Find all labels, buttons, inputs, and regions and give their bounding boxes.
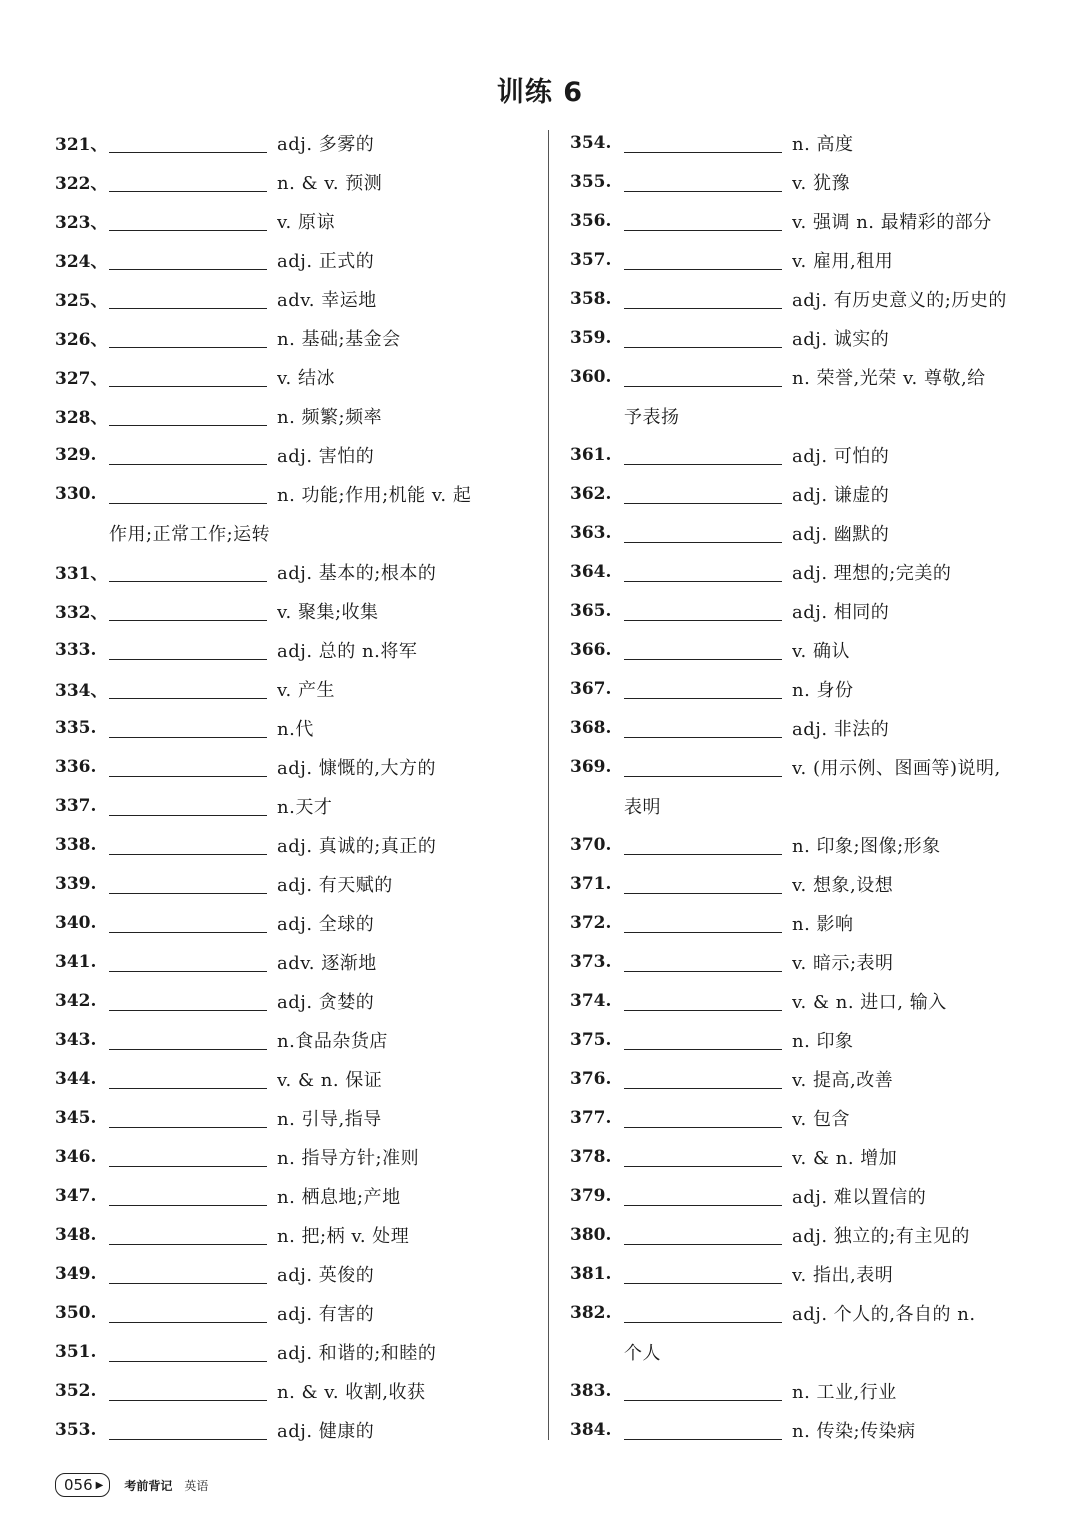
answer-blank[interactable] bbox=[624, 1380, 782, 1401]
answer-blank[interactable] bbox=[109, 1224, 267, 1245]
answer-blank[interactable] bbox=[109, 834, 267, 855]
item-number: 359. bbox=[570, 327, 612, 348]
vocab-row bbox=[570, 942, 1050, 981]
definition: adj. 贪婪的 bbox=[277, 991, 375, 1013]
definition: n. 把;柄 v. 处理 bbox=[277, 1225, 410, 1247]
definition: adv. 逐渐地 bbox=[277, 952, 377, 974]
definition: adj. 健康的 bbox=[277, 1420, 375, 1442]
item-number: 372. bbox=[570, 912, 612, 933]
answer-blank[interactable] bbox=[109, 171, 267, 192]
definition: v. 结冰 bbox=[277, 367, 335, 389]
vocab-row bbox=[570, 513, 1050, 552]
triangle-right-icon: ▶ bbox=[95, 1479, 104, 1491]
definition-continuation: 个人 bbox=[624, 1342, 661, 1364]
definition: adj. 有害的 bbox=[277, 1303, 375, 1325]
vocab-row bbox=[570, 903, 1050, 942]
item-number: 329. bbox=[55, 444, 97, 465]
item-number: 358. bbox=[570, 288, 612, 309]
item-number: 354. bbox=[570, 132, 612, 153]
page-number: 056 bbox=[64, 1476, 93, 1494]
answer-blank[interactable] bbox=[624, 990, 782, 1011]
answer-blank[interactable] bbox=[624, 912, 782, 933]
answer-blank[interactable] bbox=[109, 678, 267, 699]
definition: adj. 全球的 bbox=[277, 913, 375, 935]
vocab-row bbox=[570, 318, 1050, 357]
item-number: 379. bbox=[570, 1185, 612, 1206]
answer-blank[interactable] bbox=[109, 600, 267, 621]
vocab-row bbox=[55, 201, 535, 240]
definition: v. 提高,改善 bbox=[792, 1069, 894, 1091]
definition: v. 想象,设想 bbox=[792, 874, 894, 896]
definition: v. & n. 保证 bbox=[277, 1069, 383, 1091]
answer-blank[interactable] bbox=[109, 561, 267, 582]
definition: v. 暗示;表明 bbox=[792, 952, 894, 974]
vocab-row bbox=[55, 1293, 535, 1332]
item-number: 357. bbox=[570, 249, 612, 270]
definition: adj. 基本的;根本的 bbox=[277, 562, 437, 584]
answer-blank[interactable] bbox=[624, 171, 782, 192]
item-number: 335. bbox=[55, 717, 97, 738]
page-footer bbox=[55, 1473, 208, 1497]
vocab-row bbox=[55, 240, 535, 279]
vocab-row bbox=[55, 318, 535, 357]
definition: adj. 谦虚的 bbox=[792, 484, 890, 506]
answer-blank[interactable] bbox=[109, 405, 267, 426]
answer-blank[interactable] bbox=[109, 1185, 267, 1206]
definition: adj. 正式的 bbox=[277, 250, 375, 272]
vocab-row bbox=[55, 669, 535, 708]
item-number: 347. bbox=[55, 1185, 97, 1206]
definition: n. 高度 bbox=[792, 133, 854, 155]
definition: n. 频繁;频率 bbox=[277, 406, 383, 428]
item-number: 326、 bbox=[55, 330, 108, 350]
vocab-row bbox=[55, 1254, 535, 1293]
definition: adj. 诚实的 bbox=[792, 328, 890, 350]
item-number: 351. bbox=[55, 1341, 97, 1362]
answer-blank[interactable] bbox=[109, 1263, 267, 1284]
definition: n. 基础;基金会 bbox=[277, 328, 401, 350]
vocab-row bbox=[570, 435, 1050, 474]
definition: n.天才 bbox=[277, 796, 333, 818]
vocab-row bbox=[55, 903, 535, 942]
definition: v. 包含 bbox=[792, 1108, 850, 1130]
vocab-row bbox=[570, 279, 1050, 318]
vocab-row bbox=[55, 1137, 535, 1176]
answer-blank[interactable] bbox=[109, 717, 267, 738]
answer-blank[interactable] bbox=[624, 873, 782, 894]
answer-blank[interactable] bbox=[109, 990, 267, 1011]
definition: n. 身份 bbox=[792, 679, 854, 701]
item-number: 325、 bbox=[55, 291, 108, 311]
vocab-row bbox=[570, 474, 1050, 513]
definition: n. 指导方针;准则 bbox=[277, 1147, 420, 1169]
item-number: 366. bbox=[570, 639, 612, 660]
item-number: 321、 bbox=[55, 135, 108, 155]
definition: adj. 非法的 bbox=[792, 718, 890, 740]
vocab-row bbox=[55, 942, 535, 981]
item-number: 356. bbox=[570, 210, 612, 231]
item-number: 384. bbox=[570, 1419, 612, 1440]
item-number: 346. bbox=[55, 1146, 97, 1167]
answer-blank[interactable] bbox=[624, 327, 782, 348]
book-title: 考前背记 bbox=[124, 1478, 173, 1493]
answer-blank[interactable] bbox=[624, 483, 782, 504]
vocab-row bbox=[55, 747, 535, 786]
item-number: 333. bbox=[55, 639, 97, 660]
definition: v. 产生 bbox=[277, 679, 335, 701]
vocab-row bbox=[55, 825, 535, 864]
vocab-row bbox=[55, 1176, 535, 1215]
answer-blank[interactable] bbox=[624, 1068, 782, 1089]
item-number: 332、 bbox=[55, 603, 108, 623]
answer-blank[interactable] bbox=[624, 951, 782, 972]
vocab-row bbox=[55, 1020, 535, 1059]
vocab-row bbox=[570, 1215, 1050, 1254]
definition: n. 工业,行业 bbox=[792, 1381, 897, 1403]
item-number: 342. bbox=[55, 990, 97, 1011]
item-number: 363. bbox=[570, 522, 612, 543]
answer-blank[interactable] bbox=[109, 444, 267, 465]
definition: adj. 慷慨的,大方的 bbox=[277, 757, 436, 779]
definition: v. (用示例、图画等)说明, bbox=[792, 757, 1001, 779]
definition: n. 印象;图像;形象 bbox=[792, 835, 941, 857]
vocab-row bbox=[570, 162, 1050, 201]
definition: v. & n. 增加 bbox=[792, 1147, 898, 1169]
answer-blank[interactable] bbox=[109, 1146, 267, 1167]
right-column bbox=[570, 123, 1050, 1443]
vocab-row bbox=[570, 747, 1050, 786]
item-number: 328、 bbox=[55, 408, 108, 428]
answer-blank[interactable] bbox=[624, 366, 782, 387]
vocab-row bbox=[55, 552, 535, 591]
answer-blank[interactable] bbox=[109, 951, 267, 972]
item-number: 322、 bbox=[55, 174, 108, 194]
answer-blank[interactable] bbox=[624, 639, 782, 660]
column-divider bbox=[548, 130, 549, 1440]
answer-blank[interactable] bbox=[624, 717, 782, 738]
vocab-row bbox=[570, 1254, 1050, 1293]
vocab-row bbox=[55, 1371, 535, 1410]
item-number: 353. bbox=[55, 1419, 97, 1440]
answer-blank[interactable] bbox=[109, 1419, 267, 1440]
item-number: 336. bbox=[55, 756, 97, 777]
vocab-row bbox=[570, 1176, 1050, 1215]
answer-blank[interactable] bbox=[624, 1263, 782, 1284]
item-number: 380. bbox=[570, 1224, 612, 1245]
item-number: 341. bbox=[55, 951, 97, 972]
vocab-row bbox=[570, 240, 1050, 279]
definition: v. 聚集;收集 bbox=[277, 601, 379, 623]
vocab-row bbox=[570, 201, 1050, 240]
definition: adj. 可怕的 bbox=[792, 445, 890, 467]
vocab-row bbox=[570, 669, 1050, 708]
item-number: 371. bbox=[570, 873, 612, 894]
answer-blank[interactable] bbox=[109, 210, 267, 231]
vocab-row bbox=[570, 123, 1050, 162]
item-number: 373. bbox=[570, 951, 612, 972]
vocab-row bbox=[570, 1137, 1050, 1176]
item-number: 339. bbox=[55, 873, 97, 894]
definition: n. 栖息地;产地 bbox=[277, 1186, 401, 1208]
answer-blank[interactable] bbox=[624, 249, 782, 270]
item-number: 330. bbox=[55, 483, 97, 504]
definition: adv. 幸运地 bbox=[277, 289, 377, 311]
answer-blank[interactable] bbox=[624, 1185, 782, 1206]
definition: v. 犹豫 bbox=[792, 172, 850, 194]
vocab-row bbox=[570, 552, 1050, 591]
definition: adj. 和谐的;和睦的 bbox=[277, 1342, 437, 1364]
item-number: 369. bbox=[570, 756, 612, 777]
vocab-row bbox=[55, 1098, 535, 1137]
vocab-row bbox=[55, 1215, 535, 1254]
item-number: 378. bbox=[570, 1146, 612, 1167]
definition: n. & v. 收割,收获 bbox=[277, 1381, 426, 1403]
answer-blank[interactable] bbox=[624, 600, 782, 621]
item-number: 324、 bbox=[55, 252, 108, 272]
item-number: 377. bbox=[570, 1107, 612, 1128]
answer-blank[interactable] bbox=[624, 1029, 782, 1050]
answer-blank[interactable] bbox=[109, 288, 267, 309]
answer-blank[interactable] bbox=[109, 1068, 267, 1089]
definition: v. 指出,表明 bbox=[792, 1264, 894, 1286]
definition: n. 荣誉,光荣 v. 尊敬,给 bbox=[792, 367, 986, 389]
definition: adj. 独立的;有主见的 bbox=[792, 1225, 970, 1247]
answer-blank[interactable] bbox=[624, 210, 782, 231]
vocab-row bbox=[55, 591, 535, 630]
answer-blank[interactable] bbox=[624, 522, 782, 543]
item-number: 349. bbox=[55, 1263, 97, 1284]
left-column bbox=[55, 123, 535, 1443]
answer-blank[interactable] bbox=[624, 288, 782, 309]
item-number: 370. bbox=[570, 834, 612, 855]
item-number: 343. bbox=[55, 1029, 97, 1050]
item-number: 334、 bbox=[55, 681, 108, 701]
vocab-row bbox=[55, 786, 535, 825]
item-number: 383. bbox=[570, 1380, 612, 1401]
vocab-row bbox=[55, 279, 535, 318]
definition: v. 确认 bbox=[792, 640, 850, 662]
vocab-row bbox=[55, 1332, 535, 1371]
definition: adj. 个人的,各自的 n. bbox=[792, 1303, 976, 1325]
vocab-row bbox=[55, 474, 535, 513]
answer-blank[interactable] bbox=[624, 1419, 782, 1440]
item-number: 364. bbox=[570, 561, 612, 582]
answer-blank[interactable] bbox=[109, 1380, 267, 1401]
vocab-row bbox=[570, 630, 1050, 669]
item-number: 331、 bbox=[55, 564, 108, 584]
vocab-row bbox=[570, 1020, 1050, 1059]
vocab-row bbox=[55, 162, 535, 201]
definition: v. 雇用,租用 bbox=[792, 250, 894, 272]
vocab-row bbox=[570, 864, 1050, 903]
page-title: 训练 6 bbox=[496, 77, 584, 108]
answer-blank[interactable] bbox=[109, 1302, 267, 1323]
vocab-row bbox=[570, 825, 1050, 864]
item-number: 374. bbox=[570, 990, 612, 1011]
item-number: 340. bbox=[55, 912, 97, 933]
item-number: 367. bbox=[570, 678, 612, 699]
vocab-row bbox=[55, 981, 535, 1020]
vocab-row bbox=[570, 1059, 1050, 1098]
definition: adj. 理想的;完美的 bbox=[792, 562, 952, 584]
vocab-row bbox=[570, 1410, 1050, 1449]
vocab-row bbox=[55, 864, 535, 903]
answer-blank[interactable] bbox=[624, 561, 782, 582]
answer-blank[interactable] bbox=[109, 873, 267, 894]
item-number: 323、 bbox=[55, 213, 108, 233]
answer-blank[interactable] bbox=[624, 1302, 782, 1323]
answer-blank[interactable] bbox=[624, 678, 782, 699]
item-number: 368. bbox=[570, 717, 612, 738]
item-number: 355. bbox=[570, 171, 612, 192]
item-number: 375. bbox=[570, 1029, 612, 1050]
answer-blank[interactable] bbox=[109, 1029, 267, 1050]
definition: adj. 总的 n.将军 bbox=[277, 640, 418, 662]
definition: adj. 有历史意义的;历史的 bbox=[792, 289, 1007, 311]
definition: n.食品杂货店 bbox=[277, 1030, 388, 1052]
answer-blank[interactable] bbox=[109, 327, 267, 348]
definition: adj. 多雾的 bbox=[277, 133, 375, 155]
definition: n. 引导,指导 bbox=[277, 1108, 382, 1130]
definition: adj. 相同的 bbox=[792, 601, 890, 623]
answer-blank[interactable] bbox=[624, 444, 782, 465]
item-number: 352. bbox=[55, 1380, 97, 1401]
definition: adj. 难以置信的 bbox=[792, 1186, 927, 1208]
item-number: 365. bbox=[570, 600, 612, 621]
vocab-row bbox=[570, 1098, 1050, 1137]
item-number: 381. bbox=[570, 1263, 612, 1284]
item-number: 360. bbox=[570, 366, 612, 387]
item-number: 348. bbox=[55, 1224, 97, 1245]
item-number: 376. bbox=[570, 1068, 612, 1089]
page-number-badge bbox=[55, 1473, 110, 1497]
definition: n. & v. 预测 bbox=[277, 172, 383, 194]
vocab-row bbox=[55, 123, 535, 162]
answer-blank[interactable] bbox=[109, 1341, 267, 1362]
item-number: 362. bbox=[570, 483, 612, 504]
answer-blank[interactable] bbox=[109, 366, 267, 387]
definition: n. 功能;作用;机能 v. 起 bbox=[277, 484, 472, 506]
vocab-row bbox=[55, 357, 535, 396]
answer-blank[interactable] bbox=[109, 756, 267, 777]
answer-blank[interactable] bbox=[109, 639, 267, 660]
subject-label: 英语 bbox=[184, 1478, 209, 1493]
answer-blank[interactable] bbox=[109, 483, 267, 504]
definition: adj. 幽默的 bbox=[792, 523, 890, 545]
item-number: 361. bbox=[570, 444, 612, 465]
vocab-row bbox=[570, 357, 1050, 396]
vocab-row bbox=[570, 1371, 1050, 1410]
answer-blank[interactable] bbox=[624, 756, 782, 777]
definition: n.代 bbox=[277, 718, 314, 740]
item-number: 382. bbox=[570, 1302, 612, 1323]
item-number: 337. bbox=[55, 795, 97, 816]
answer-blank[interactable] bbox=[109, 249, 267, 270]
definition: n. 印象 bbox=[792, 1030, 854, 1052]
item-number: 327、 bbox=[55, 369, 108, 389]
definition: v. 强调 n. 最精彩的部分 bbox=[792, 211, 992, 233]
answer-blank[interactable] bbox=[624, 1224, 782, 1245]
vocab-row bbox=[570, 981, 1050, 1020]
definition: adj. 害怕的 bbox=[277, 445, 375, 467]
definition: v. & n. 进口, 输入 bbox=[792, 991, 947, 1013]
definition: n. 影响 bbox=[792, 913, 854, 935]
definition: adj. 有天赋的 bbox=[277, 874, 393, 896]
definition-continuation: 表明 bbox=[624, 796, 661, 818]
vocab-row bbox=[570, 591, 1050, 630]
answer-blank[interactable] bbox=[109, 912, 267, 933]
answer-blank[interactable] bbox=[109, 1107, 267, 1128]
vocab-row bbox=[570, 1293, 1050, 1332]
answer-blank[interactable] bbox=[109, 132, 267, 153]
vocab-row bbox=[55, 1410, 535, 1449]
item-number: 338. bbox=[55, 834, 97, 855]
vocab-row bbox=[55, 1059, 535, 1098]
answer-blank[interactable] bbox=[624, 834, 782, 855]
vocab-row bbox=[55, 708, 535, 747]
answer-blank[interactable] bbox=[624, 1107, 782, 1128]
item-number: 344. bbox=[55, 1068, 97, 1089]
definition-continuation: 作用;正常工作;运转 bbox=[109, 523, 271, 545]
definition: v. 原谅 bbox=[277, 211, 335, 233]
vocab-row bbox=[55, 630, 535, 669]
definition: n. 传染;传染病 bbox=[792, 1420, 916, 1442]
item-number: 350. bbox=[55, 1302, 97, 1323]
vocab-row bbox=[570, 708, 1050, 747]
answer-blank[interactable] bbox=[109, 795, 267, 816]
vocab-row bbox=[55, 435, 535, 474]
answer-blank[interactable] bbox=[624, 132, 782, 153]
item-number: 345. bbox=[55, 1107, 97, 1128]
definition: adj. 英俊的 bbox=[277, 1264, 375, 1286]
answer-blank[interactable] bbox=[624, 1146, 782, 1167]
definition-continuation: 予表扬 bbox=[624, 406, 680, 428]
definition: adj. 真诚的;真正的 bbox=[277, 835, 437, 857]
vocab-row bbox=[55, 396, 535, 435]
